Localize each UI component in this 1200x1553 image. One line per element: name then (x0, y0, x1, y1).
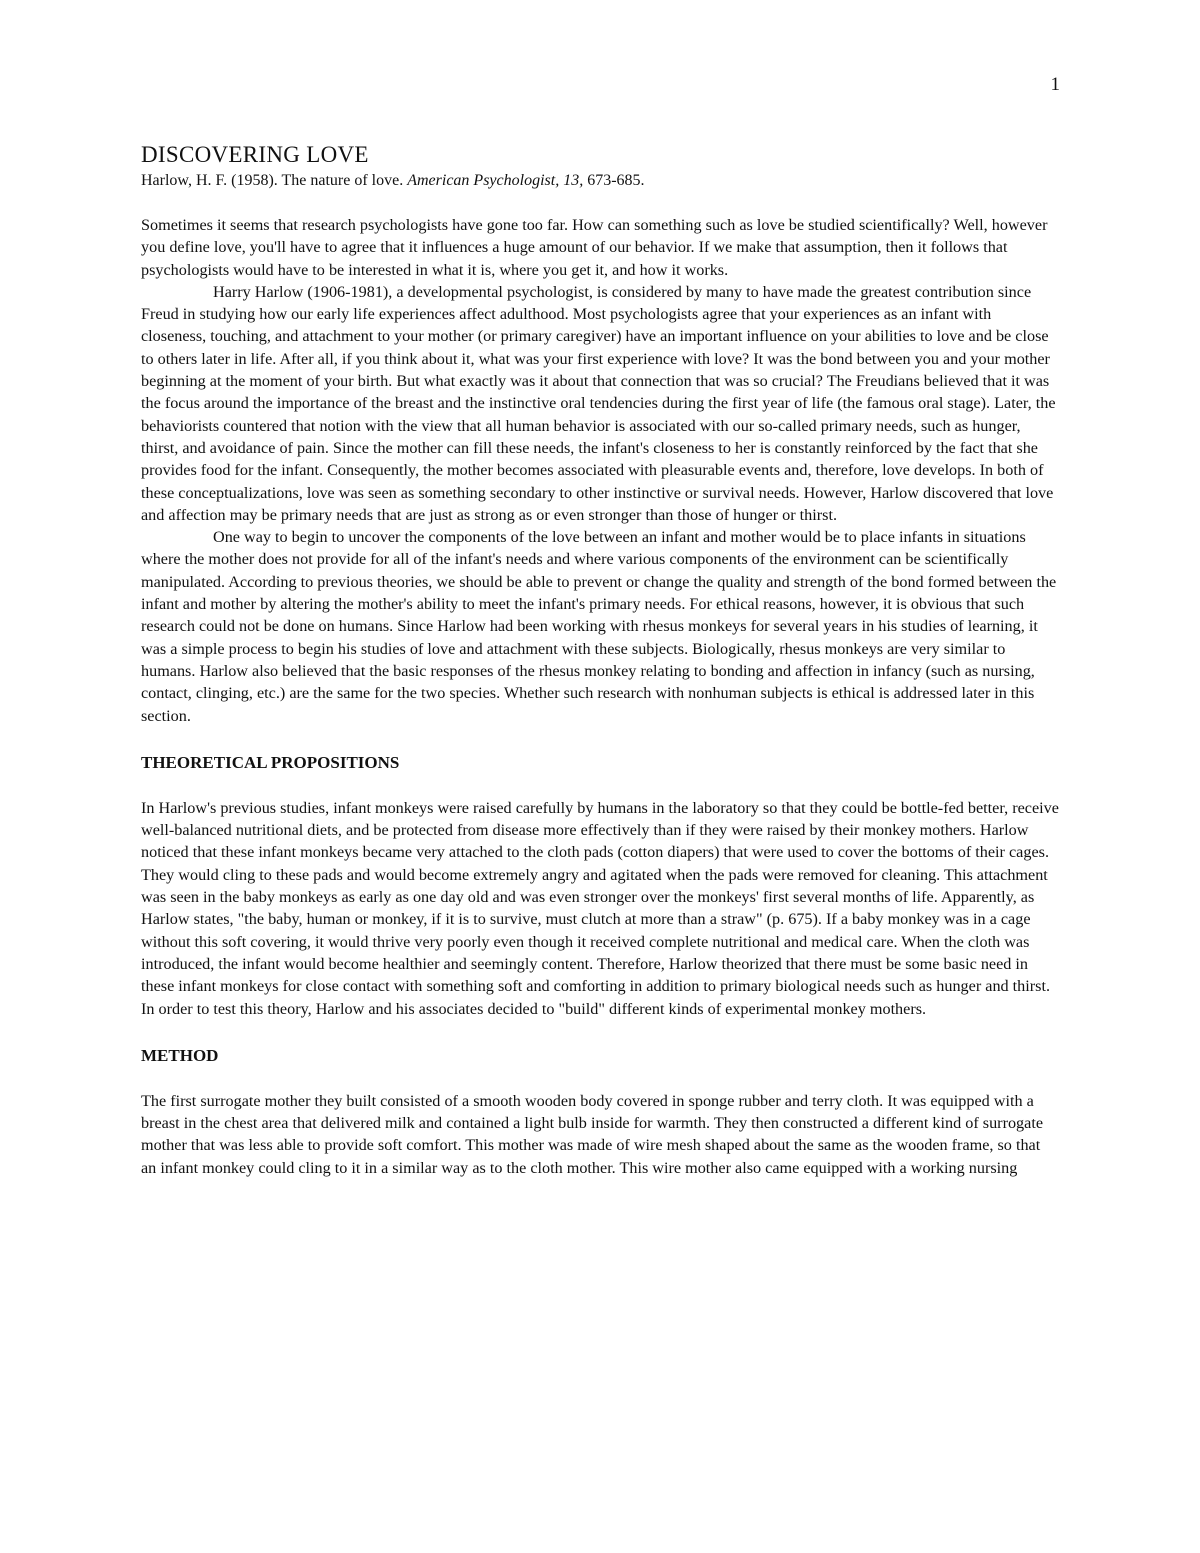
page-number: 1 (1050, 74, 1060, 95)
method-paragraph: The first surrogate mother they built consisted of a smooth wooden body covered in sponge rubber and terry cloth. It was equipped with a breast in the chest area that delivered milk and contained a light bulb inside for warmth. They then constructed a different kind of surrogate mother that was less able to provide soft comfort. This mother was made of wire mesh shaped about the same as the wooden frame, so that an infant monkey could cling to it in a similar way as to the cloth mother. This wire mother also came equipped with a working nursing (141, 1091, 1044, 1177)
theoretical-paragraph: In Harlow's previous studies, infant monkeys were raised carefully by humans in the laboratory so that they could be bottle-fed better, receive well-balanced nutritional diets, and be protected from disease more effectively than if they were raised by their monkey mothers. Harlow noticed that these infant monkeys became very attached to the cloth pads (cotton diapers) that were used to cover the bottoms of their cages. They would cling to these pads and would become extremely angry and agitated when the pads were removed for cleaning. This attachment was seen in the baby monkeys as early as one day old and was even stronger over the monkeys' first several months of life. Apparently, as Harlow states, "the baby, human or monkey, if it is to survive, must clutch at more than a straw" (p. 675). If a baby monkey was in a cage without this soft covering, it would thrive very poorly even though it received complete nutritional and medical care. When the cloth was introduced, the infant would become healthier and seemingly content. Therefore, Harlow theorized that there must be some basic need in these infant monkeys for close contact with something soft and comforting in addition to primary biological needs such as hunger and thirst. In order to test this theory, Harlow and his associates decided to "build" different kinds of experimental monkey mothers. (141, 798, 1059, 1018)
intro-paragraph: Sometimes it seems that research psychologists have gone too far. How can something such as love be studied scientifically? Well, however you define love, you'll have to agree that it influences a huge amount of our behavior. If we make that assumption, then it follows that psychologists would have to be interested in what it is, where you get it, and how it works. (141, 216, 1048, 279)
citation-authors: Harlow, H. F. (1958). The nature of love. (141, 172, 408, 189)
document-body (141, 140, 1059, 1179)
citation-pages: 673-685. (583, 172, 645, 189)
citation (141, 170, 1059, 192)
section-heading-method: METHOD (141, 1045, 219, 1065)
intro-paragraph: One way to begin to uncover the components of the love between an infant and mother would be to place infants in situations where the mother does not provide for all of the infant's needs and where various components of the environment can be scientifically manipulated. According to previous theories, we should be able to prevent or change the quality and strength of the bond formed between the infant and mother by altering the mother's ability to meet the infant's primary needs. For ethical reasons, however, it is obvious that such research could not be done on humans. Since Harlow had been working with rhesus monkeys for several years in his studies of learning, it was a simple process to begin his studies of love and attachment with these subjects. Biologically, rhesus monkeys are very similar to humans. Harlow also believed that the basic responses of the rhesus monkey relating to bonding and affection in infancy (such as nursing, contact, clinging, etc.) are the same for the two species. Whether such research with nonhuman subjects is ethical is addressed later in this section. (141, 528, 1057, 725)
document-title: DISCOVERING LOVE (141, 142, 369, 167)
intro-paragraph: Harry Harlow (1906-1981), a developmental psychologist, is considered by many to have made the greatest contribution since Freud in studying how our early life experiences affect adulthood. Most psychologists agree that your experiences as an infant with closeness, touching, and attachment to your mother (or primary caregiver) have an important influence on your abilities to love and be close to others later in life. After all, if you think about it, what was your first experience with love? It was the bond between you and your mother beginning at the moment of your birth. But what exactly was it about that connection that was so crucial? The Freudians believed that it was the focus around the importance of the breast and the instinctive oral tendencies during the first year of life (the famous oral stage). Later, the behaviorists countered that notion with the view that all human behavior is associated with our so-called primary needs, such as hunger, thirst, and avoidance of pain. Since the mother can fill these needs, the infant's closeness to her is constantly reinforced by the fact that she provides food for the infant. Consequently, the mother becomes associated with pleasurable events and, therefore, love develops. In both of these conceptualizations, love was seen as something secondary to other instinctive or survival needs. However, Harlow discovered that love and affection may be primary needs that are just as strong as or even stronger than those of hunger or thirst. (141, 282, 1056, 524)
section-heading-theoretical: THEORETICAL PROPOSITIONS (141, 752, 400, 772)
citation-journal: American Psychologist, 13, (407, 172, 584, 189)
